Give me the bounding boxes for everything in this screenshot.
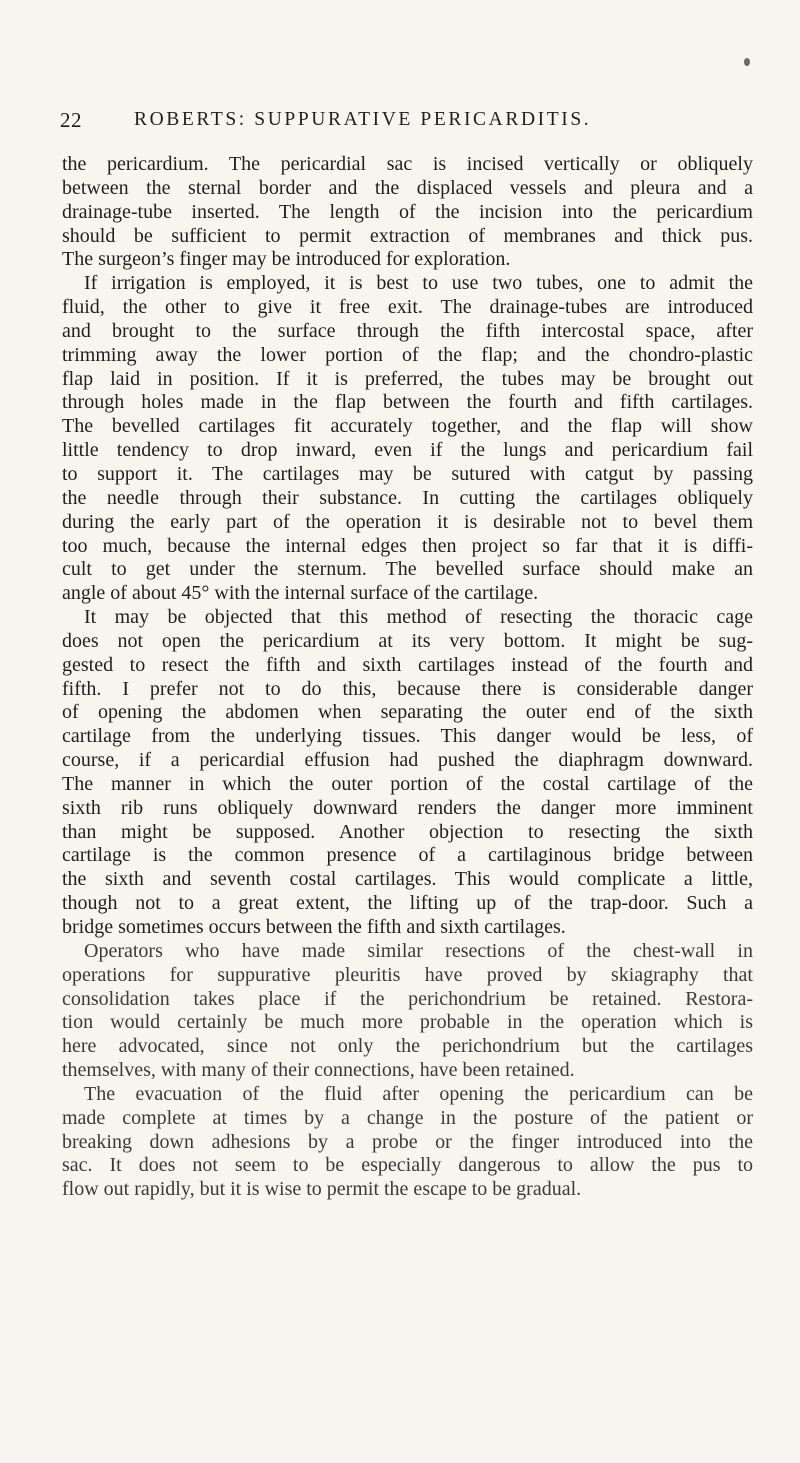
text-line: consolidation takes place if the perichondrium be retained. Restora- [62, 987, 753, 1010]
text-line: gested to resect the fifth and sixth cartilages instead of the fourth and [62, 653, 753, 676]
text-line: cartilage is the common presence of a cartilaginous bridge between [62, 844, 753, 867]
paragraph [62, 940, 753, 1083]
text-line: flap laid in position. If it is preferred, the tubes may be brought out [62, 367, 753, 390]
text-line: The bevelled cartilages fit accurately together, and the flap will show [62, 415, 753, 438]
text-line: The manner in which the outer portion of the costal cartilage of the [62, 772, 753, 795]
text-line: drainage-tube inserted. The length of the incision into the pericardium [62, 200, 753, 223]
text-line: of opening the abdomen when separating the outer end of the sixth [62, 701, 753, 724]
text-line: cartilage from the underlying tissues. This danger would be less, of [62, 725, 753, 748]
text-line: than might be supposed. Another objection to resecting the sixth [62, 820, 753, 843]
text-line: should be sufficient to permit extraction of membranes and thick pus. [62, 224, 753, 247]
paragraph [62, 153, 753, 272]
page-number: 22 [60, 108, 82, 132]
text-line: and brought to the surface through the fifth intercostal space, after [62, 319, 753, 342]
text-line: angle of about 45° with the internal surface of the cartilage. [62, 582, 539, 605]
text-line: bridge sometimes occurs between the fifth and sixth cartilages. [62, 916, 566, 938]
text-line: cult to get under the sternum. The bevelled surface should make an [62, 558, 753, 581]
running-title: ROBERTS: SUPPURATIVE PERICARDITIS. [134, 109, 592, 130]
text-line: between the sternal border and the displaced vessels and pleura and a [62, 176, 753, 199]
text-line: through holes made in the flap between the fourth and fifth cartilages. [62, 391, 753, 414]
running-head [60, 108, 780, 138]
text-line: sac. It does not seem to be especially dangerous to allow the pus to [62, 1154, 753, 1177]
text-line: little tendency to drop inward, even if the lungs and pericardium fail [62, 439, 753, 462]
paragraph [62, 1083, 753, 1202]
text-line: here advocated, since not only the perichondrium but the cartilages [62, 1035, 753, 1058]
text-line: does not open the pericardium at its very bottom. It might be sug- [62, 629, 753, 652]
text-line: breaking down adhesions by a probe or the finger introduced into the [62, 1130, 753, 1153]
text-line: operations for suppurative pleuritis have proved by skiagraphy that [62, 963, 753, 986]
text-line: If irrigation is employed, it is best to use two tubes, one to admit the [84, 272, 753, 295]
text-line: though not to a great extent, the lifting up of the trap-door. Such a [62, 892, 753, 915]
text-line: to support it. The cartilages may be sutured with catgut by passing [62, 462, 753, 485]
text-line: the pericardium. The pericardial sac is incised vertically or obliquely [62, 153, 753, 175]
paragraph [62, 606, 753, 940]
text-line: made complete at times by a change in the posture of the patient or [62, 1106, 753, 1129]
text-line: Operators who have made similar resections of the chest-wall in [84, 939, 753, 962]
ink-speck [744, 58, 750, 66]
body-text [62, 153, 753, 1202]
text-line: sixth rib runs obliquely downward renders the danger more imminent [62, 796, 753, 819]
text-line: trimming away the lower portion of the flap; and the chondro-plastic [62, 343, 753, 366]
text-line: It may be objected that this method of resecting the thoracic cage [84, 606, 753, 629]
text-line: fifth. I prefer not to do this, because there is considerable danger [62, 677, 753, 700]
text-line: the sixth and seventh costal cartilages. This would complicate a little, [62, 868, 753, 891]
paragraph [62, 272, 753, 606]
text-line: flow out rapidly, but it is wise to permit the escape to be gradual. [62, 1178, 582, 1201]
text-line: tion would certainly be much more probable in the operation which is [62, 1011, 753, 1034]
text-line: during the early part of the operation it is desirable not to bevel them [62, 510, 753, 533]
text-line: The evacuation of the fluid after opening the pericardium can be [84, 1082, 753, 1105]
text-line: too much, because the internal edges then project so far that it is diffi- [62, 534, 753, 557]
text-line: course, if a pericardial effusion had pushed the diaphragm downward. [62, 749, 753, 772]
text-line: The surgeon’s finger may be introduced for exploration. [62, 248, 511, 271]
text-line: the needle through their substance. In cutting the cartilages obliquely [62, 486, 753, 509]
text-line: fluid, the other to give it free exit. The drainage-tubes are introduced [62, 296, 753, 319]
text-line: themselves, with many of their connections, have been retained. [62, 1059, 575, 1082]
